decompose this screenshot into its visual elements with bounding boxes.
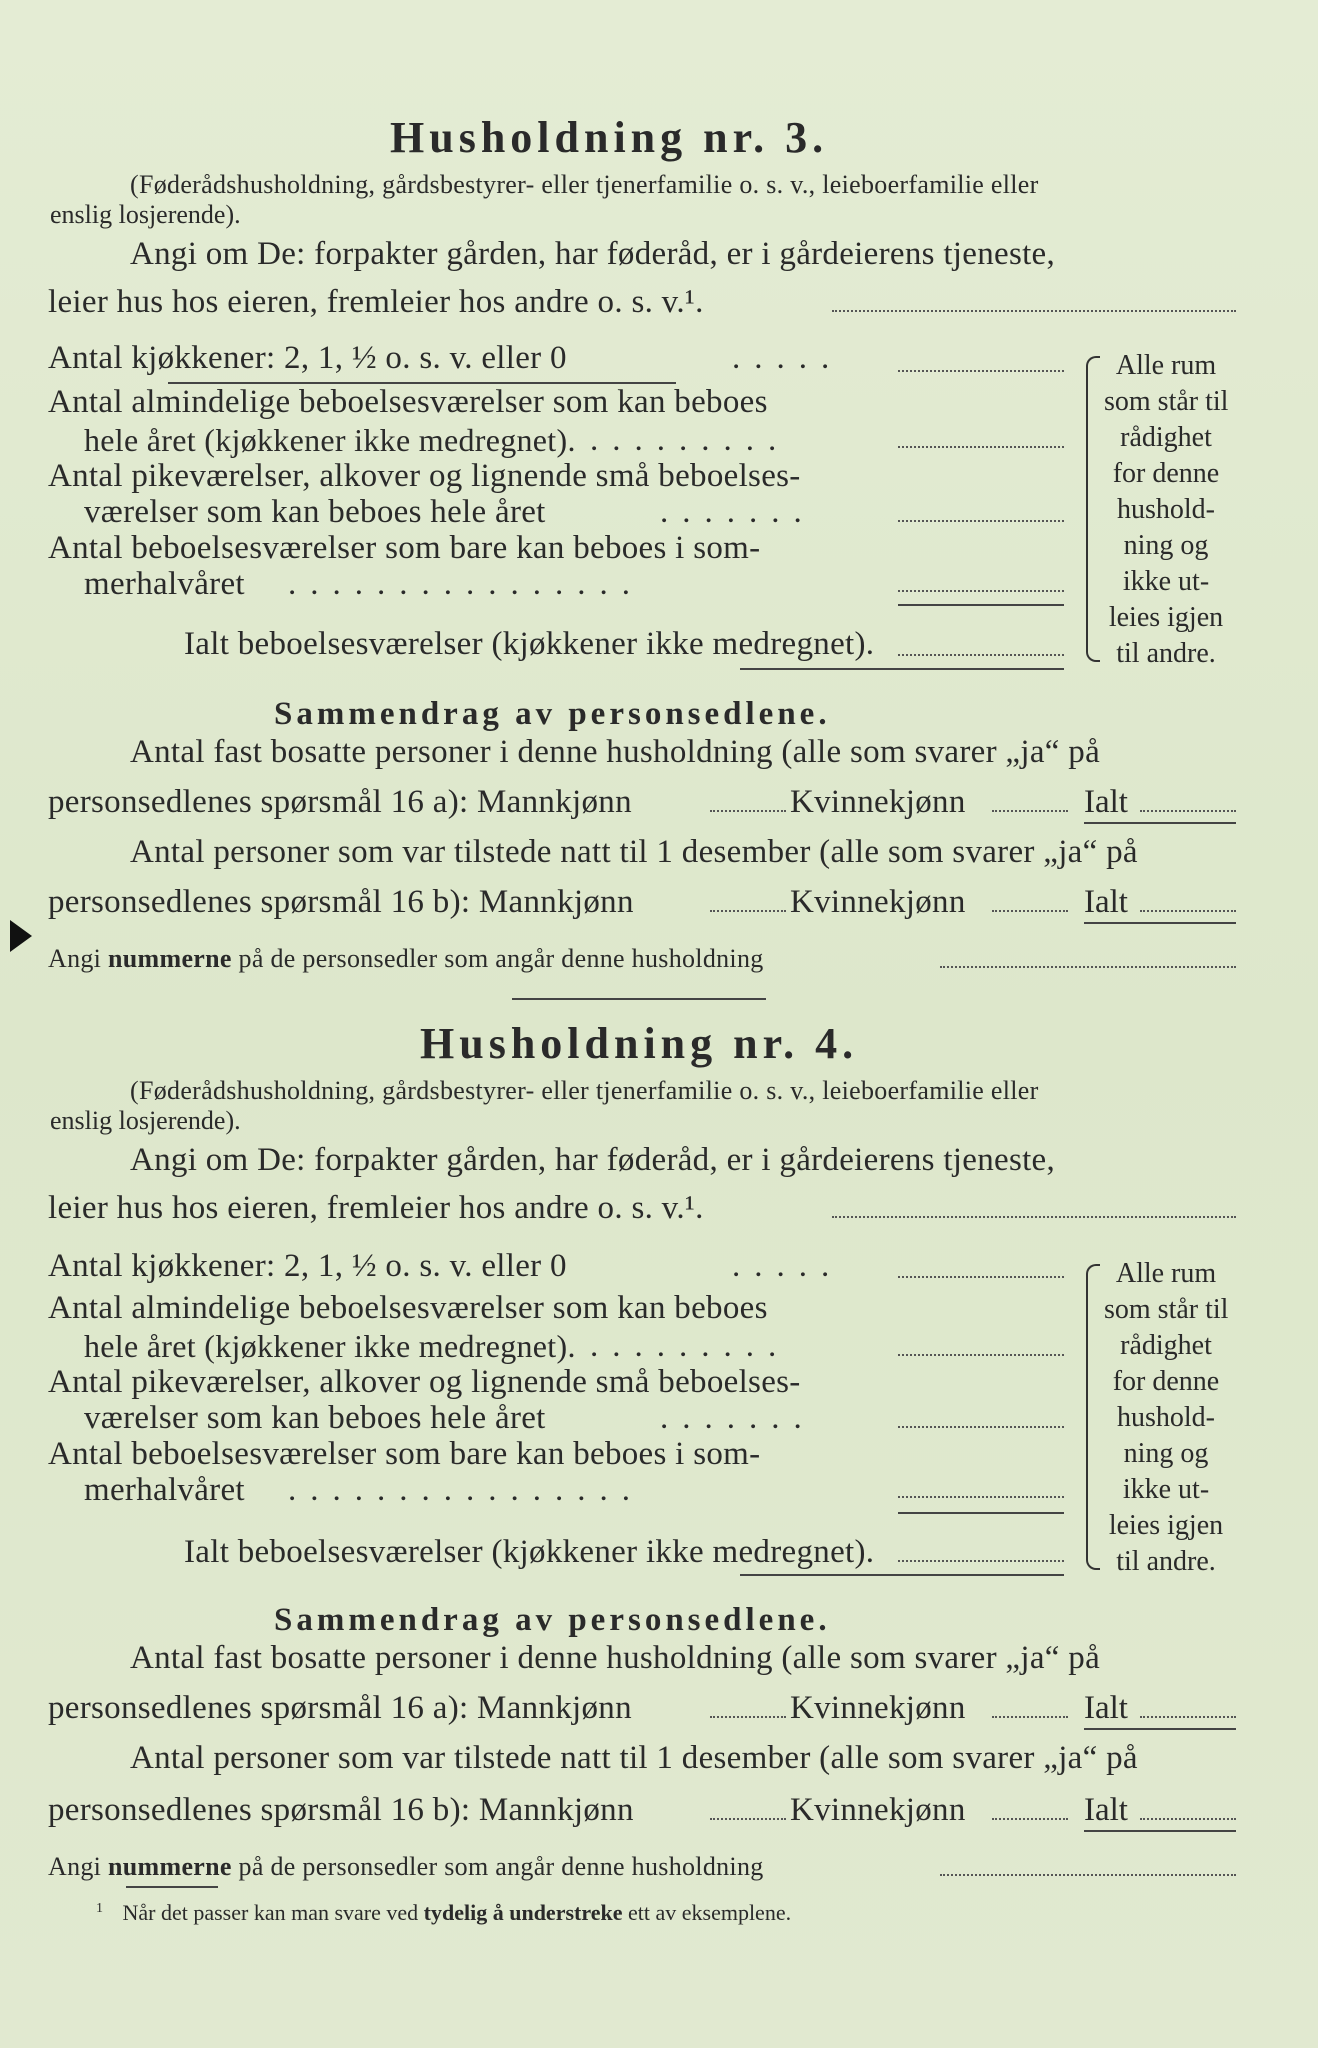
household-4-rooms-b-answer-line[interactable] xyxy=(898,1426,1064,1428)
household-3-side-brace xyxy=(1086,356,1100,662)
side-note-line: rådighet xyxy=(1120,1330,1212,1361)
section-divider xyxy=(512,998,766,1000)
household-3-angi-line2: leier hus hos eieren, fremleier hos andre o. s. v.¹. xyxy=(48,284,704,320)
footnote-pre: Når det passer kan man svare ved xyxy=(122,1900,419,1925)
household-4-rooms-c-line1: Antal beboelsesværelser som bare kan beboes i som- xyxy=(48,1436,761,1472)
household-4-s2-total-rule xyxy=(1084,1830,1236,1832)
household-3-angi-line1: Angi om De: forpakter gården, har føderåd, er i gårdeierens tjeneste, xyxy=(130,236,1056,272)
household-3-kitchens-dots: ..... xyxy=(732,340,844,376)
side-note-line: ning og xyxy=(1123,530,1209,561)
household-3-rooms-a-dots: ......... xyxy=(590,422,791,458)
household-4-s2-female-label: Kvinnekjønn xyxy=(790,1792,966,1828)
household-3-kitchens-answer-line[interactable] xyxy=(898,370,1064,372)
household-4-kitchens-dots: ..... xyxy=(732,1248,844,1284)
household-4-s1-total-label: Ialt xyxy=(1084,1690,1128,1726)
household-4-numbers-underline xyxy=(126,1886,218,1888)
side-note-line: hushold- xyxy=(1117,494,1215,525)
side-note-line: til andre. xyxy=(1116,638,1216,669)
household-3-rooms-c-answer-line[interactable] xyxy=(898,590,1064,592)
household-4-rooms-c-dots: ................ xyxy=(288,1472,644,1508)
side-note-line: hushold- xyxy=(1117,1402,1215,1433)
household-3-kitchens-label: Antal kjøkkener: 2, 1, ½ o. s. v. eller 0 xyxy=(48,340,567,376)
household-3-rooms-c-line2: merhalvåret xyxy=(84,566,245,602)
household-4-rooms-b-line1: Antal pikeværelser, alkover og lignende små beboelses- xyxy=(48,1364,801,1400)
side-note-line: ikke ut- xyxy=(1122,1474,1210,1505)
household-3-s1-male-answer[interactable] xyxy=(710,810,786,812)
household-3-s2-female-answer[interactable] xyxy=(992,910,1068,912)
household-4-title: Husholdning nr. 4. xyxy=(420,1019,859,1068)
household-4-rooms-a-dots: ......... xyxy=(590,1328,791,1364)
household-3-note-line2: enslig losjerende). xyxy=(50,200,241,229)
household-3-total-rooms-rule xyxy=(740,668,1064,670)
household-3-s2-total-answer[interactable] xyxy=(1140,910,1236,912)
side-note-line: ning og xyxy=(1123,1438,1209,1469)
household-4-summary-2-line2: personsedlenes spørsmål 16 b): Mannkjønn xyxy=(48,1792,634,1828)
side-note-line: som står til xyxy=(1104,1294,1229,1325)
household-4-kitchens-label: Antal kjøkkener: 2, 1, ½ o. s. v. eller 0 xyxy=(48,1248,567,1284)
household-3-note-line1: (Føderådshusholdning, gårdsbestyrer- eller tjenerfamilie o. s. v., leieboerfamilie eller xyxy=(130,170,1039,199)
side-note-line: for denne xyxy=(1112,458,1220,489)
household-4-rooms-b-line2: værelser som kan beboes hele året xyxy=(84,1400,546,1436)
household-3-rooms-b-dots: ....... xyxy=(660,494,816,530)
household-4-total-rooms-label: Ialt beboelsesværelser (kjøkkener ikke medregnet). xyxy=(184,1534,875,1570)
numbers-pre: Angi xyxy=(48,1852,102,1881)
household-3-rooms-b-line2: værelser som kan beboes hele året xyxy=(84,494,546,530)
household-4-s1-male-answer[interactable] xyxy=(710,1716,786,1718)
numbers-bold: nummerne xyxy=(108,1852,232,1881)
household-4-summary-title: Sammendrag av personsedlene. xyxy=(274,1602,831,1638)
household-4-summary-1-line2: personsedlenes spørsmål 16 a): Mannkjønn xyxy=(48,1690,632,1726)
household-3-rooms-b-answer-line[interactable] xyxy=(898,520,1064,522)
household-3-summary-1-line2: personsedlenes spørsmål 16 a): Mannkjønn xyxy=(48,784,632,820)
side-note-line: rådighet xyxy=(1120,422,1212,453)
footnote-mark: 1 xyxy=(96,1900,103,1916)
household-3-side-note xyxy=(1104,348,1228,672)
household-4-angi-line2: leier hus hos eieren, fremleier hos andre o. s. v.¹. xyxy=(48,1190,704,1226)
household-4-numbers-answer-line[interactable] xyxy=(940,1874,1236,1876)
side-note-line: Alle rum xyxy=(1115,350,1217,381)
household-3-total-rooms-label: Ialt beboelsesværelser (kjøkkener ikke medregnet). xyxy=(184,626,875,662)
household-3-rooms-c-dots: ................ xyxy=(288,566,644,602)
side-note-line: leies igjen xyxy=(1108,602,1224,633)
household-4-side-brace xyxy=(1086,1264,1100,1570)
household-3-total-rooms-answer-line[interactable] xyxy=(898,654,1064,656)
side-note-line: leies igjen xyxy=(1108,1510,1224,1541)
household-3-summary-2-line2: personsedlenes spørsmål 16 b): Mannkjønn xyxy=(48,884,634,920)
household-4-rooms-a-line2: hele året (kjøkkener ikke medregnet). xyxy=(84,1328,576,1364)
household-3-s2-total-label: Ialt xyxy=(1084,884,1128,920)
household-3-s1-total-label: Ialt xyxy=(1084,784,1128,820)
household-4-s2-male-answer[interactable] xyxy=(710,1818,786,1820)
side-note-line: ikke ut- xyxy=(1122,566,1210,597)
household-3-numbers-answer-line[interactable] xyxy=(940,966,1236,968)
household-4-s2-female-answer[interactable] xyxy=(992,1818,1068,1820)
household-4-numbers-line xyxy=(48,1852,764,1882)
household-3-rooms-a-line1: Antal almindelige beboelsesværelser som kan beboes xyxy=(48,384,768,420)
household-3-s2-female-label: Kvinnekjønn xyxy=(790,884,966,920)
household-4-s1-female-label: Kvinnekjønn xyxy=(790,1690,966,1726)
numbers-post: på de personsedler som angår denne husholdning xyxy=(238,1852,764,1881)
household-3-summary-title: Sammendrag av personsedlene. xyxy=(274,696,831,732)
household-4-angi-line1: Angi om De: forpakter gården, har føderåd, er i gårdeierens tjeneste, xyxy=(130,1142,1056,1178)
household-3-title: Husholdning nr. 3. xyxy=(390,113,829,162)
numbers-bold: nummerne xyxy=(108,944,232,973)
household-3-s1-female-answer[interactable] xyxy=(992,810,1068,812)
household-4-rooms-a-line1: Antal almindelige beboelsesværelser som kan beboes xyxy=(48,1290,768,1326)
footnote xyxy=(96,1900,791,1926)
household-4-s1-total-rule xyxy=(1084,1728,1236,1730)
household-3-angi-answer-line[interactable] xyxy=(832,310,1236,312)
side-note-line: som står til xyxy=(1104,386,1229,417)
footnote-bold: tydelig å understreke xyxy=(423,1900,623,1925)
household-4-rooms-b-dots: ....... xyxy=(660,1400,816,1436)
household-4-s1-female-answer[interactable] xyxy=(992,1716,1068,1718)
household-3-rooms-sum-rule xyxy=(898,604,1064,606)
side-note-line: til andre. xyxy=(1116,1546,1216,1577)
household-3-rooms-a-line2: hele året (kjøkkener ikke medregnet). xyxy=(84,422,576,458)
household-4-angi-answer-line[interactable] xyxy=(832,1216,1236,1218)
household-4-note-line1: (Føderådshusholdning, gårdsbestyrer- eller tjenerfamilie o. s. v., leieboerfamilie eller xyxy=(130,1076,1039,1105)
household-4-rooms-c-answer-line[interactable] xyxy=(898,1496,1064,1498)
household-4-side-note xyxy=(1104,1256,1228,1580)
household-3-summary-2-line1: Antal personer som var tilstede natt til 1 desember (alle som svarer „ja“ på xyxy=(130,834,1138,870)
page-margin-marker xyxy=(10,920,32,952)
household-3-rooms-b-line1: Antal pikeværelser, alkover og lignende små beboelses- xyxy=(48,458,801,494)
household-4-summary-2-line1: Antal personer som var tilstede natt til 1 desember (alle som svarer „ja“ på xyxy=(130,1740,1138,1776)
household-3-numbers-line xyxy=(48,944,764,974)
side-note-line: Alle rum xyxy=(1115,1258,1217,1289)
side-note-line: for denne xyxy=(1112,1366,1220,1397)
numbers-pre: Angi xyxy=(48,944,102,973)
household-4-rooms-c-line2: merhalvåret xyxy=(84,1472,245,1508)
household-4-rooms-a-answer-line[interactable] xyxy=(898,1354,1064,1356)
numbers-post: på de personsedler som angår denne husholdning xyxy=(238,944,764,973)
household-3-s1-total-answer[interactable] xyxy=(1140,810,1236,812)
household-4-s2-total-answer[interactable] xyxy=(1140,1818,1236,1820)
footnote-post: ett av eksemplene. xyxy=(627,1900,792,1925)
household-4-note-line2: enslig losjerende). xyxy=(50,1106,241,1135)
household-3-summary-1-line1: Antal fast bosatte personer i denne husholdning (alle som svarer „ja“ på xyxy=(130,734,1101,770)
household-4-total-rooms-rule xyxy=(740,1574,1064,1576)
household-3-s2-male-answer[interactable] xyxy=(710,910,786,912)
household-4-total-rooms-answer-line[interactable] xyxy=(898,1560,1064,1562)
household-4-s2-total-label: Ialt xyxy=(1084,1792,1128,1828)
household-4-rooms-sum-rule xyxy=(898,1512,1064,1514)
household-3-s1-total-rule xyxy=(1084,822,1236,824)
household-3-s2-total-rule xyxy=(1084,922,1236,924)
household-4-s1-total-answer[interactable] xyxy=(1140,1716,1236,1718)
household-3-rooms-a-answer-line[interactable] xyxy=(898,446,1064,448)
household-3-rooms-c-line1: Antal beboelsesværelser som bare kan beboes i som- xyxy=(48,530,761,566)
household-3-s1-female-label: Kvinnekjønn xyxy=(790,784,966,820)
household-4-summary-1-line1: Antal fast bosatte personer i denne husholdning (alle som svarer „ja“ på xyxy=(130,1640,1101,1676)
household-4-kitchens-answer-line[interactable] xyxy=(898,1276,1064,1278)
